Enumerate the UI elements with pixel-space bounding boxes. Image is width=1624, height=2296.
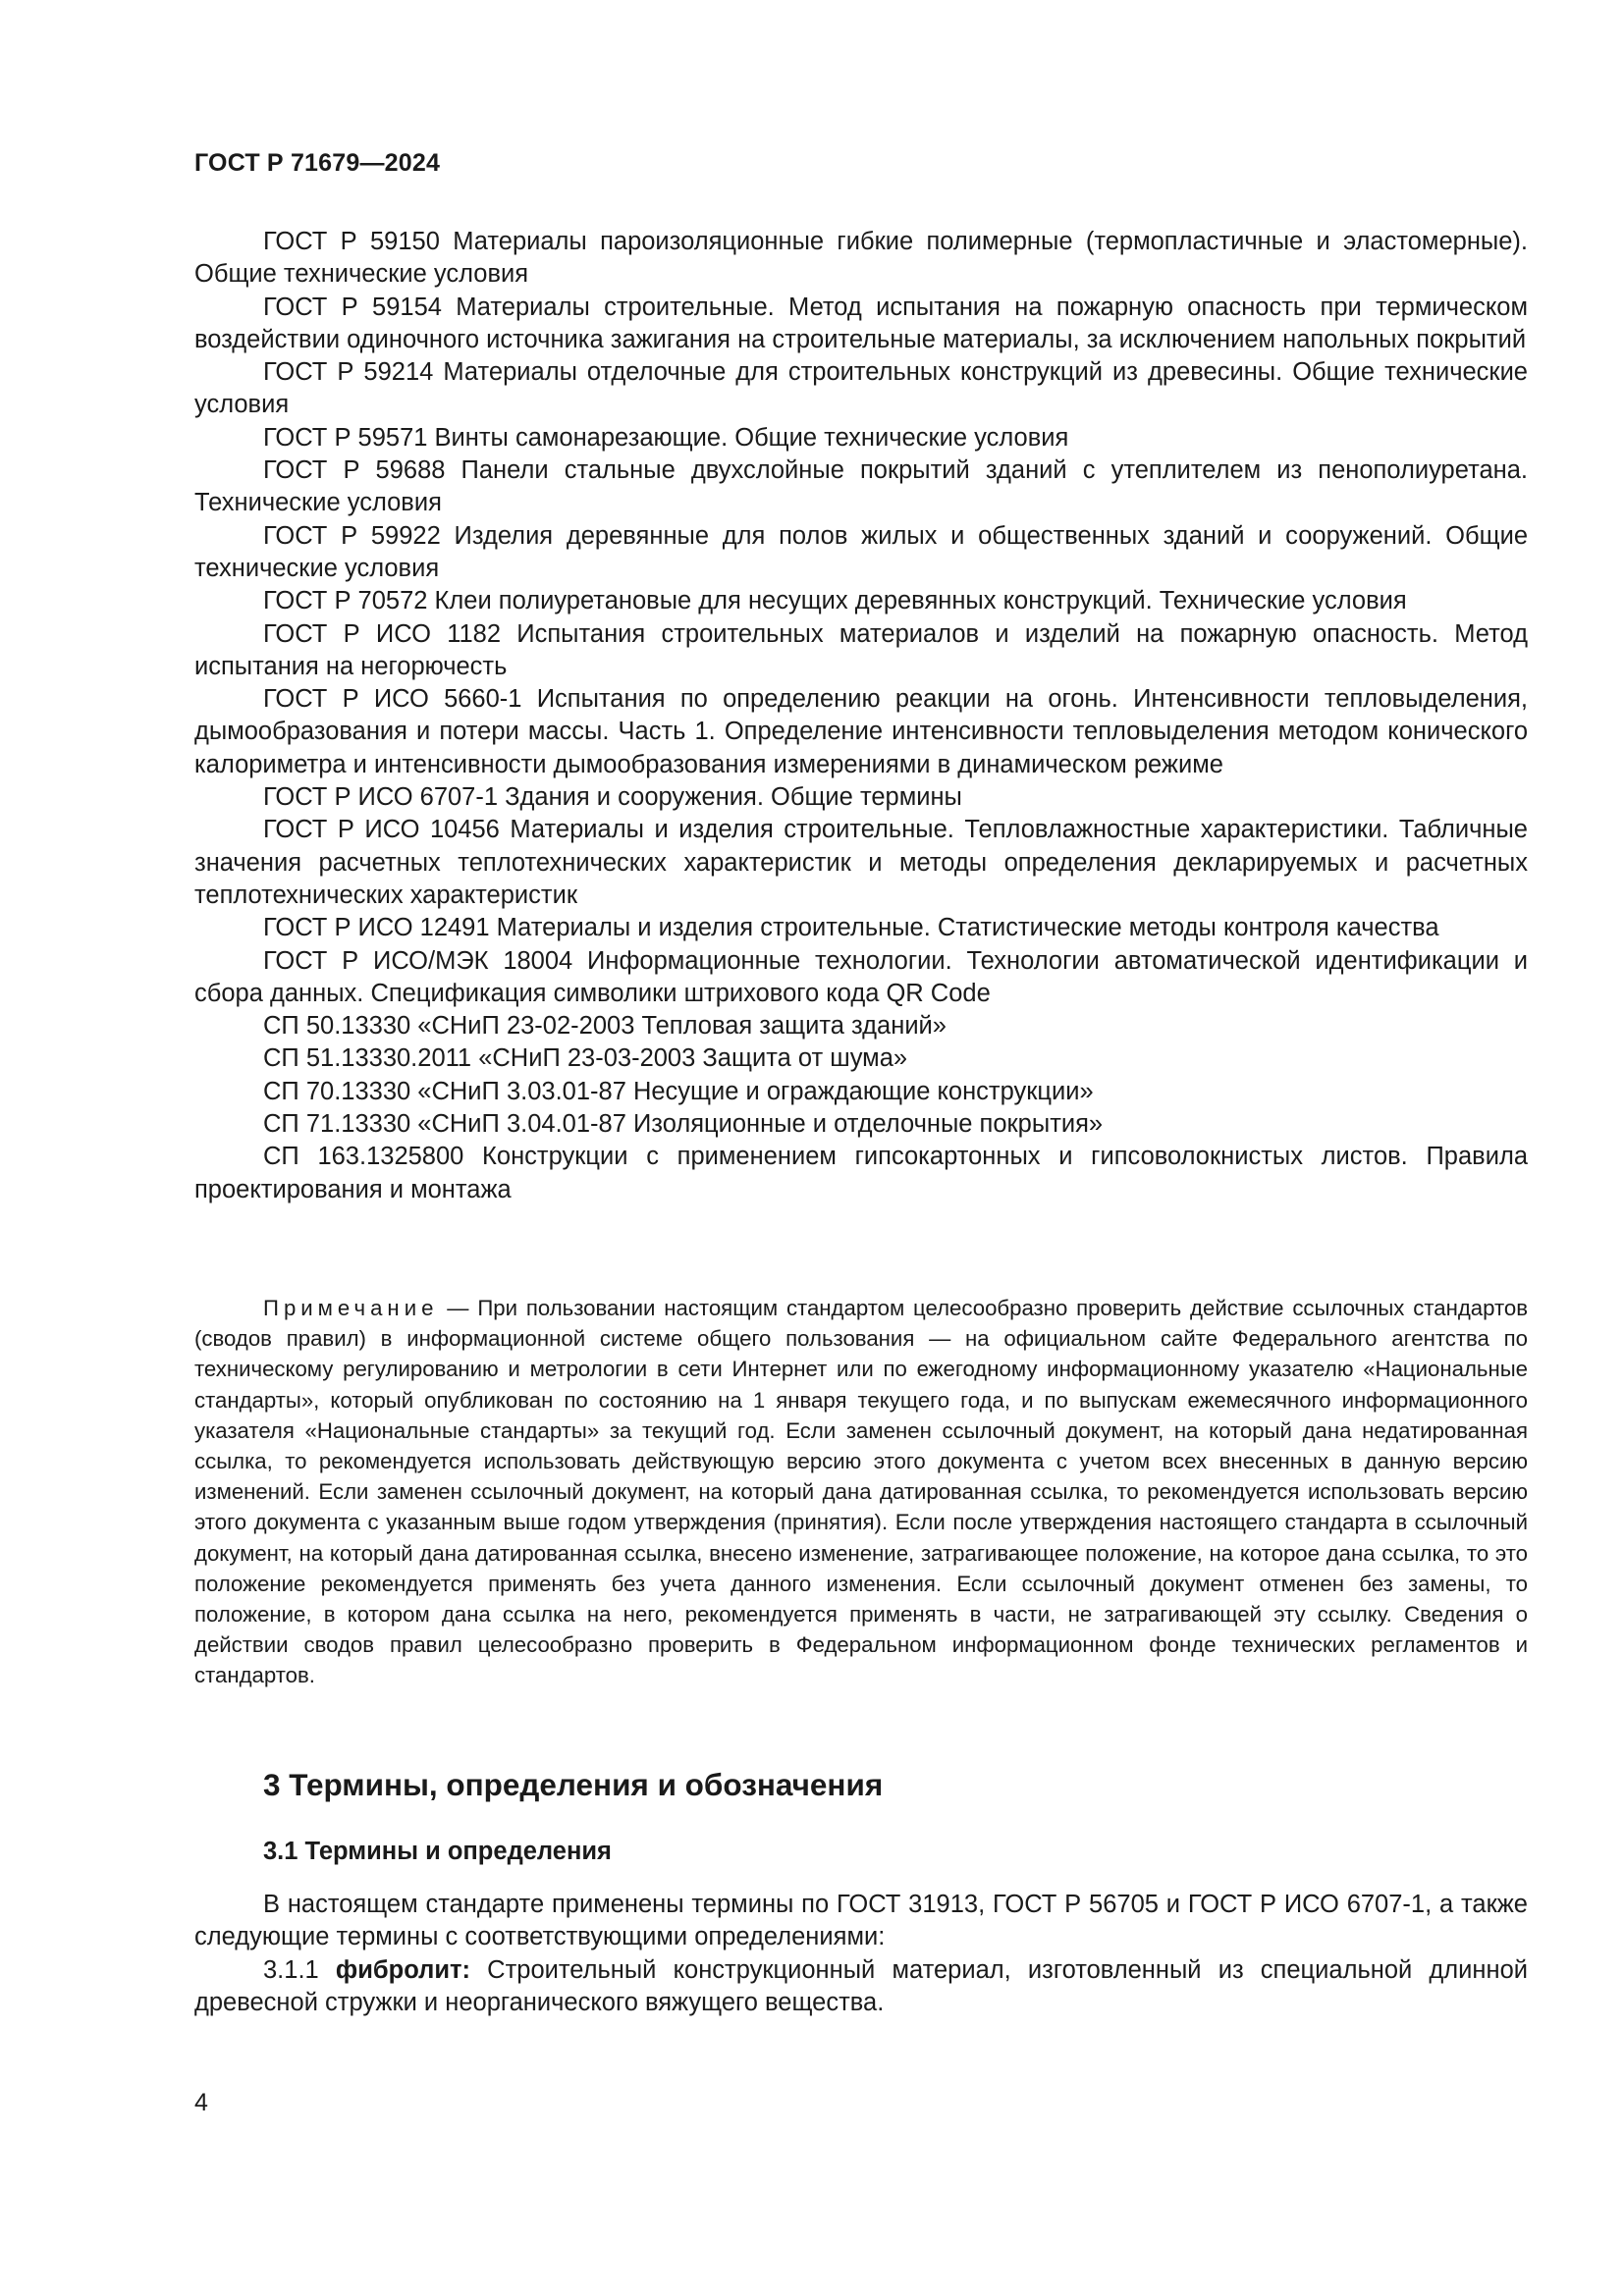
reference-item: СП 70.13330 «СНиП 3.03.01-87 Несущие и ограждающие конструкции» bbox=[263, 1077, 1094, 1105]
reference-item: ГОСТ Р ИСО/МЭК 18004 Информационные технологии. Технологии автоматической идентификации и сбора данных. Спецификация символики штрихового кода QR Code bbox=[194, 946, 1528, 1007]
term-definition-paragraph bbox=[194, 1954, 1528, 2020]
reference-item: СП 51.13330.2011 «СНиП 23-03-2003 Защита от шума» bbox=[263, 1044, 908, 1073]
reference-item: СП 50.13330 «СНиП 23-02-2003 Тепловая защита зданий» bbox=[263, 1012, 947, 1041]
intro-paragraph: В настоящем стандарте применены термины по ГОСТ 31913, ГОСТ Р 56705 и ГОСТ Р ИСО 6707-1, а также следующие термины с соответствующими определениями: bbox=[194, 1891, 1528, 1951]
reference-item: ГОСТ Р 59214 Материалы отделочные для строительных конструкций из древесины. Общие технические условия bbox=[194, 358, 1528, 419]
reference-item: ГОСТ Р ИСО 1182 Испытания строительных материалов и изделий на пожарную опасность. Метод испытания на негорючесть bbox=[194, 619, 1528, 680]
reference-item: ГОСТ Р 59571 Винты самонарезающие. Общие технические условия bbox=[263, 423, 1069, 452]
reference-item: ГОСТ Р 59922 Изделия деревянные для полов жилых и общественных зданий и сооружений. Общие технические условия bbox=[194, 521, 1528, 582]
reference-item: СП 71.13330 «СНиП 3.04.01-87 Изоляционные и отделочные покрытия» bbox=[263, 1110, 1104, 1139]
section-title: 3 Термины, определения и обозначения bbox=[263, 1767, 884, 1802]
page-number: 4 bbox=[194, 2089, 208, 2116]
subsection-title: 3.1 Термины и определения bbox=[263, 1838, 612, 1865]
note-text: — При пользовании настоящим стандартом целесообразно проверить действие ссылочных стандартов (сводов правил) в информационной системе общего пользования — на официальном сайте Федерального агентства по техническому регулированию и метрологии в сети Интернет или по ежегодному информационному указателю «Национальные стандарты», который опубликован по состоянию на 1 января текущего года, и по выпускам ежемесячного информационного указателя «Национальные стандарты» за текущий год. Если заменен ссылочный документ, на который дана недатированная ссылка, то рекомендуется использовать действующую версию этого документа с учетом всех внесенных в данную версию изменений. Если заменен ссылочный документ, на который дана датированная ссылка, то рекомендуется использовать версию этого документа с указанным выше годом утверждения (принятия). Если после утверждения настоящего стандарта в ссылочный документ, на который дана датированная ссылка, внесено изменение, затрагивающее положение, на которое дана ссылка, то это положение рекомендуется применять без учета данного изменения. Если ссылочный документ отменен без замены, то положение, в котором дана ссылка на него, рекомендуется применять в части, не затрагивающей эту ссылку. Сведения о действии сводов правил целесообразно проверить в Федеральном информационном фонде технических регламентов и стандартов. bbox=[194, 1296, 1528, 1688]
normative-references-list bbox=[194, 226, 1528, 1206]
note-paragraph bbox=[194, 1293, 1528, 1691]
reference-item: ГОСТ Р ИСО 10456 Материалы и изделия строительные. Тепловлажностные характеристики. Табличные значения расчетных теплотехнических характеристик и методы определения декларируемых и расчетных теплотехнических характеристик bbox=[194, 816, 1528, 909]
reference-item: СП 163.1325800 Конструкции с применением гипсокартонных и гипсоволокнистых листов. Правила проектирования и монтажа bbox=[194, 1143, 1528, 1203]
reference-item: ГОСТ Р ИСО 6707-1 Здания и сооружения. Общие термины bbox=[263, 783, 962, 812]
section-body bbox=[194, 1889, 1528, 2019]
reference-item: ГОСТ Р ИСО 12491 Материалы и изделия строительные. Статистические методы контроля качества bbox=[263, 914, 1439, 942]
reference-item: ГОСТ Р 59154 Материалы строительные. Метод испытания на пожарную опасность при термическом воздействии одиночного источника зажигания на строительные материалы, за исключением напольных покрытий bbox=[194, 293, 1528, 353]
note-label: Примечание bbox=[263, 1296, 439, 1320]
term-name: фибролит: bbox=[335, 1955, 471, 1984]
document-header: ГОСТ Р 71679—2024 bbox=[194, 149, 441, 177]
term-number: 3.1.1 bbox=[263, 1955, 336, 1984]
reference-item: ГОСТ Р 59150 Материалы пароизоляционные гибкие полимерные (термопластичные и эластомерные). Общие технические условия bbox=[194, 228, 1528, 289]
reference-item: ГОСТ Р 70572 Клеи полиуретановые для несущих деревянных конструкций. Технические условия bbox=[263, 587, 1407, 615]
term-definition: Строительный конструкционный материал, изготовленный из специальной длинной древесной стружки и неорганического вяжущего вещества. bbox=[194, 1955, 1529, 2016]
reference-item: ГОСТ Р ИСО 5660-1 Испытания по определению реакции на огонь. Интенсивности тепловыделения, дымообразования и потери массы. Часть 1. Определение интенсивности тепловыделения методом конического калориметра и интенсивности дымообразования измерениями в динамическом режиме bbox=[194, 685, 1528, 778]
reference-item: ГОСТ Р 59688 Панели стальные двухслойные покрытий зданий с утеплителем из пенополиуретана. Технические условия bbox=[194, 456, 1528, 517]
